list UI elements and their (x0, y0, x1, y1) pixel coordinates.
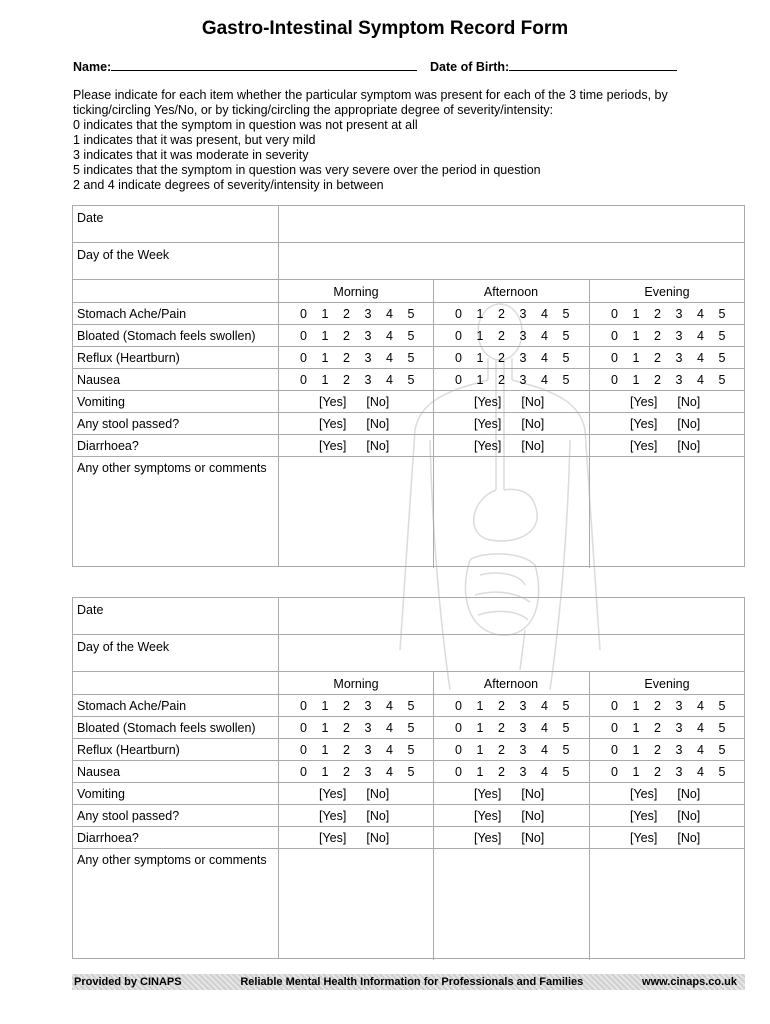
severity-scale (300, 765, 429, 779)
severity-option-4[interactable]: 4 (386, 351, 393, 365)
severity-option-2[interactable]: 2 (654, 307, 661, 321)
symptom-label: Stomach Ache/Pain (77, 699, 187, 713)
form-title: Gastro-Intestinal Symptom Record Form (201, 18, 569, 39)
symptom-label: Diarrhoea? (77, 439, 139, 453)
dob-line[interactable] (509, 58, 677, 71)
severity-option-3[interactable]: 3 (364, 699, 372, 713)
severity-option-1[interactable]: 1 (632, 765, 640, 779)
severity-option-1[interactable]: 1 (632, 721, 640, 735)
grid-line (73, 760, 744, 761)
footer-provider: Provided by CINAPS (74, 976, 182, 988)
severity-option-5[interactable]: 5 (407, 307, 415, 321)
severity-option-3[interactable]: 3 (364, 721, 372, 735)
severity-option-0[interactable]: 0 (455, 721, 462, 735)
severity-option-5[interactable]: 5 (718, 351, 726, 365)
grid-line (433, 279, 434, 568)
severity-option-2[interactable]: 2 (654, 373, 661, 387)
severity-option-2[interactable]: 2 (498, 765, 505, 779)
grid-line (73, 671, 744, 672)
grid-line (73, 242, 744, 243)
severity-option-3[interactable]: 3 (675, 721, 683, 735)
severity-scale (300, 373, 429, 387)
yes-no-options (319, 787, 389, 801)
grid-line (589, 671, 590, 960)
yes-option[interactable]: [Yes] (630, 439, 658, 453)
severity-option-1[interactable]: 1 (476, 307, 484, 321)
severity-option-4[interactable]: 4 (386, 765, 393, 779)
severity-option-5[interactable]: 5 (718, 307, 726, 321)
name-label: Name: (73, 60, 112, 74)
severity-option-2[interactable]: 2 (654, 721, 661, 735)
severity-scale (455, 743, 584, 757)
severity-option-3[interactable]: 3 (675, 765, 683, 779)
instruction-line: 2 and 4 indicate degrees of severity/intensity in between (73, 178, 384, 192)
severity-option-4[interactable]: 4 (697, 721, 704, 735)
grid-line (278, 206, 279, 566)
severity-option-5[interactable]: 5 (718, 329, 726, 343)
severity-option-2[interactable]: 2 (343, 765, 350, 779)
period-evening: Evening (644, 677, 690, 691)
severity-option-3[interactable]: 3 (519, 743, 527, 757)
severity-option-1[interactable]: 1 (321, 765, 329, 779)
instruction-line: 5 indicates that the symptom in question was very severe over the period in question (73, 163, 541, 177)
severity-option-3[interactable]: 3 (364, 329, 372, 343)
yes-no-options (474, 809, 544, 823)
severity-option-1[interactable]: 1 (632, 307, 640, 321)
severity-option-4[interactable]: 4 (386, 699, 393, 713)
yes-no-options (630, 809, 700, 823)
severity-scale (300, 721, 429, 735)
grid-line (73, 826, 744, 827)
severity-option-0[interactable]: 0 (455, 743, 462, 757)
severity-option-1[interactable]: 1 (321, 373, 329, 387)
yes-option[interactable]: [Yes] (319, 809, 347, 823)
severity-option-1[interactable]: 1 (321, 351, 329, 365)
no-option[interactable]: [No] (366, 417, 390, 431)
name-line[interactable] (111, 58, 417, 71)
severity-option-2[interactable]: 2 (654, 351, 661, 365)
yes-no-options (474, 439, 544, 453)
yes-option[interactable]: [Yes] (474, 417, 502, 431)
yes-option[interactable]: [Yes] (474, 439, 502, 453)
dob-label: Date of Birth: (430, 60, 510, 74)
yes-option[interactable]: [Yes] (630, 395, 658, 409)
severity-scale (455, 307, 584, 321)
severity-option-3[interactable]: 3 (364, 373, 372, 387)
severity-option-5[interactable]: 5 (718, 699, 726, 713)
grid-line (73, 738, 744, 739)
comments-label: Any other symptoms or comments (77, 461, 267, 475)
symptom-label: Vomiting (77, 787, 125, 801)
period-afternoon: Afternoon (483, 285, 539, 299)
severity-option-4[interactable]: 4 (386, 329, 393, 343)
severity-scale (611, 351, 740, 365)
severity-option-5[interactable]: 5 (562, 721, 570, 735)
severity-option-3[interactable]: 3 (519, 329, 527, 343)
symptom-label: Nausea (77, 765, 121, 779)
symptom-label: Nausea (77, 373, 121, 387)
severity-scale (611, 373, 740, 387)
severity-option-0[interactable]: 0 (300, 721, 307, 735)
footer-bar (72, 974, 745, 990)
severity-option-1[interactable]: 1 (632, 743, 640, 757)
severity-option-1[interactable]: 1 (476, 373, 484, 387)
name-field[interactable] (73, 58, 417, 74)
severity-option-4[interactable]: 4 (541, 307, 548, 321)
severity-scale (455, 699, 584, 713)
yes-no-options (630, 395, 700, 409)
yes-no-options (474, 787, 544, 801)
grid-line (73, 716, 744, 717)
severity-option-0[interactable]: 0 (455, 351, 462, 365)
severity-option-3[interactable]: 3 (364, 765, 372, 779)
severity-option-4[interactable]: 4 (697, 699, 704, 713)
severity-scale (300, 351, 429, 365)
instruction-line: Please indicate for each item whether the particular symptom was present for each of the 3 time periods, by ticking/circling Yes/No, or by ticking/circling the appropriate degree of severity/intensity: (73, 88, 668, 117)
severity-option-1[interactable]: 1 (632, 351, 640, 365)
severity-scale (455, 765, 584, 779)
severity-option-5[interactable]: 5 (407, 721, 415, 735)
severity-option-1[interactable]: 1 (632, 373, 640, 387)
severity-option-0[interactable]: 0 (300, 307, 307, 321)
severity-option-0[interactable]: 0 (300, 699, 307, 713)
footer-tagline: Reliable Mental Health Information for Professionals and Families (240, 976, 584, 988)
severity-option-4[interactable]: 4 (541, 721, 548, 735)
yes-option[interactable]: [Yes] (474, 395, 502, 409)
footer-website-link[interactable]: www.cinaps.co.uk (642, 976, 737, 988)
severity-option-2[interactable]: 2 (654, 765, 661, 779)
severity-option-0[interactable]: 0 (300, 743, 307, 757)
severity-scale (611, 329, 740, 343)
severity-option-3[interactable]: 3 (675, 351, 683, 365)
yes-no-options (630, 417, 700, 431)
severity-scale (611, 307, 740, 321)
yes-no-options (319, 439, 389, 453)
severity-option-4[interactable]: 4 (386, 307, 393, 321)
yes-no-options (319, 809, 389, 823)
instruction-line: 0 indicates that the symptom in question was not present at all (73, 118, 418, 132)
severity-option-4[interactable]: 4 (541, 699, 548, 713)
severity-option-4[interactable]: 4 (541, 373, 548, 387)
yes-option[interactable]: [Yes] (319, 831, 347, 845)
no-option[interactable]: [No] (677, 809, 701, 823)
no-option[interactable]: [No] (677, 831, 701, 845)
no-option[interactable]: [No] (366, 439, 390, 453)
severity-option-5[interactable]: 5 (407, 743, 415, 757)
severity-option-4[interactable]: 4 (697, 743, 704, 757)
symptom-label: Any stool passed? (77, 417, 180, 431)
yes-no-options (319, 831, 389, 845)
severity-option-5[interactable]: 5 (718, 721, 726, 735)
severity-option-5[interactable]: 5 (562, 699, 570, 713)
severity-option-4[interactable]: 4 (697, 765, 704, 779)
severity-option-1[interactable]: 1 (321, 743, 329, 757)
grid-line (73, 804, 744, 805)
severity-option-0[interactable]: 0 (455, 307, 462, 321)
severity-option-0[interactable]: 0 (611, 765, 618, 779)
yes-option[interactable]: [Yes] (474, 809, 502, 823)
yes-no-options (474, 395, 544, 409)
severity-option-3[interactable]: 3 (364, 351, 372, 365)
no-option[interactable]: [No] (521, 809, 545, 823)
symptom-label: Diarrhoea? (77, 831, 139, 845)
yes-no-options (630, 787, 700, 801)
severity-option-0[interactable]: 0 (455, 373, 462, 387)
instructions (73, 88, 713, 193)
severity-option-2[interactable]: 2 (343, 351, 350, 365)
severity-option-0[interactable]: 0 (611, 329, 618, 343)
severity-option-1[interactable]: 1 (476, 743, 484, 757)
severity-option-3[interactable]: 3 (675, 699, 683, 713)
grid-line (73, 324, 744, 325)
severity-option-2[interactable]: 2 (654, 743, 661, 757)
severity-scale (611, 699, 740, 713)
grid-line (73, 782, 744, 783)
grid-line (73, 456, 744, 457)
date-label: Date (77, 211, 104, 225)
no-option[interactable]: [No] (366, 787, 390, 801)
severity-option-5[interactable]: 5 (562, 307, 570, 321)
severity-option-1[interactable]: 1 (321, 329, 329, 343)
grid-line (73, 302, 744, 303)
severity-option-1[interactable]: 1 (632, 329, 640, 343)
severity-option-2[interactable]: 2 (498, 721, 505, 735)
severity-option-0[interactable]: 0 (300, 351, 307, 365)
severity-option-2[interactable]: 2 (343, 743, 350, 757)
severity-option-5[interactable]: 5 (562, 373, 570, 387)
severity-option-2[interactable]: 2 (343, 721, 350, 735)
yes-option[interactable]: [Yes] (319, 439, 347, 453)
severity-option-4[interactable]: 4 (386, 721, 393, 735)
no-option[interactable]: [No] (366, 809, 390, 823)
severity-scale (455, 721, 584, 735)
grid-line (433, 671, 434, 960)
yes-option[interactable]: [Yes] (630, 417, 658, 431)
no-option[interactable]: [No] (521, 417, 545, 431)
grid-line (73, 279, 744, 280)
yes-no-options (630, 831, 700, 845)
severity-option-5[interactable]: 5 (407, 765, 415, 779)
severity-option-2[interactable]: 2 (343, 329, 350, 343)
severity-option-1[interactable]: 1 (476, 329, 484, 343)
severity-option-3[interactable]: 3 (519, 765, 527, 779)
grid-line (73, 346, 744, 347)
severity-option-5[interactable]: 5 (718, 373, 726, 387)
period-morning: Morning (333, 677, 379, 691)
grid-line (73, 368, 744, 369)
instruction-line: 3 indicates that it was moderate in severity (73, 148, 309, 162)
severity-option-2[interactable]: 2 (343, 307, 350, 321)
severity-option-0[interactable]: 0 (300, 329, 307, 343)
symptom-label: Bloated (Stomach feels swollen) (77, 329, 256, 343)
yes-no-options (474, 831, 544, 845)
severity-option-4[interactable]: 4 (386, 743, 393, 757)
severity-option-1[interactable]: 1 (476, 765, 484, 779)
day-label: Day of the Week (77, 248, 170, 262)
severity-option-3[interactable]: 3 (675, 329, 683, 343)
period-afternoon: Afternoon (483, 677, 539, 691)
severity-option-2[interactable]: 2 (498, 743, 505, 757)
yes-option[interactable]: [Yes] (474, 831, 502, 845)
day-label: Day of the Week (77, 640, 170, 654)
severity-option-1[interactable]: 1 (632, 699, 640, 713)
severity-scale (611, 765, 740, 779)
grid-line (73, 434, 744, 435)
grid-line (73, 390, 744, 391)
severity-option-1[interactable]: 1 (476, 351, 484, 365)
severity-option-3[interactable]: 3 (675, 373, 683, 387)
yes-no-options (319, 395, 389, 409)
no-option[interactable]: [No] (521, 395, 545, 409)
symptom-label: Vomiting (77, 395, 125, 409)
severity-scale (611, 743, 740, 757)
severity-option-5[interactable]: 5 (562, 743, 570, 757)
no-option[interactable]: [No] (521, 439, 545, 453)
severity-option-5[interactable]: 5 (562, 351, 570, 365)
severity-option-4[interactable]: 4 (541, 765, 548, 779)
day-record-block-1 (72, 205, 745, 567)
severity-option-0[interactable]: 0 (611, 743, 618, 757)
severity-option-1[interactable]: 1 (476, 721, 484, 735)
no-option[interactable]: [No] (677, 439, 701, 453)
grid-line (73, 412, 744, 413)
grid-line (73, 848, 744, 849)
period-morning: Morning (333, 285, 379, 299)
severity-option-2[interactable]: 2 (343, 699, 350, 713)
severity-option-3[interactable]: 3 (519, 373, 527, 387)
severity-scale (300, 699, 429, 713)
severity-scale (300, 329, 429, 343)
grid-line (589, 279, 590, 568)
severity-option-5[interactable]: 5 (562, 765, 570, 779)
symptom-label: Reflux (Heartburn) (77, 743, 180, 757)
severity-option-2[interactable]: 2 (498, 307, 505, 321)
symptom-label: Bloated (Stomach feels swollen) (77, 721, 256, 735)
symptom-label: Reflux (Heartburn) (77, 351, 180, 365)
severity-option-1[interactable]: 1 (321, 721, 329, 735)
severity-option-3[interactable]: 3 (675, 307, 683, 321)
severity-option-5[interactable]: 5 (407, 699, 415, 713)
severity-scale (300, 307, 429, 321)
instruction-line: 1 indicates that it was present, but very mild (73, 133, 316, 147)
severity-option-1[interactable]: 1 (321, 699, 329, 713)
no-option[interactable]: [No] (677, 395, 701, 409)
severity-option-4[interactable]: 4 (541, 351, 548, 365)
severity-option-2[interactable]: 2 (498, 373, 505, 387)
severity-option-3[interactable]: 3 (675, 743, 683, 757)
yes-option[interactable]: [Yes] (630, 831, 658, 845)
severity-option-3[interactable]: 3 (519, 699, 527, 713)
severity-option-2[interactable]: 2 (498, 699, 505, 713)
severity-option-0[interactable]: 0 (611, 699, 618, 713)
yes-no-options (319, 417, 389, 431)
severity-option-5[interactable]: 5 (562, 329, 570, 343)
severity-option-1[interactable]: 1 (476, 699, 484, 713)
symptom-label: Any stool passed? (77, 809, 180, 823)
severity-option-4[interactable]: 4 (697, 351, 704, 365)
severity-option-5[interactable]: 5 (407, 351, 415, 365)
severity-option-5[interactable]: 5 (718, 743, 726, 757)
grid-line (73, 634, 744, 635)
severity-option-3[interactable]: 3 (519, 307, 527, 321)
severity-option-4[interactable]: 4 (697, 307, 704, 321)
yes-option[interactable]: [Yes] (630, 787, 658, 801)
severity-option-4[interactable]: 4 (697, 329, 704, 343)
severity-option-5[interactable]: 5 (407, 373, 415, 387)
dob-field[interactable] (430, 58, 677, 74)
severity-option-0[interactable]: 0 (611, 373, 618, 387)
yes-no-options (474, 417, 544, 431)
period-evening: Evening (644, 285, 690, 299)
severity-scale (300, 743, 429, 757)
severity-option-2[interactable]: 2 (654, 329, 661, 343)
grid-line (73, 694, 744, 695)
date-label: Date (77, 603, 104, 617)
severity-option-3[interactable]: 3 (364, 743, 372, 757)
no-option[interactable]: [No] (521, 787, 545, 801)
yes-option[interactable]: [Yes] (319, 787, 347, 801)
severity-scale (455, 373, 584, 387)
severity-scale (611, 721, 740, 735)
yes-option[interactable]: [Yes] (319, 417, 347, 431)
severity-option-0[interactable]: 0 (455, 765, 462, 779)
severity-option-1[interactable]: 1 (321, 307, 329, 321)
severity-option-5[interactable]: 5 (407, 329, 415, 343)
yes-option[interactable]: [Yes] (474, 787, 502, 801)
severity-option-2[interactable]: 2 (654, 699, 661, 713)
severity-scale (455, 351, 584, 365)
severity-option-3[interactable]: 3 (519, 351, 527, 365)
severity-option-3[interactable]: 3 (519, 721, 527, 735)
no-option[interactable]: [No] (366, 831, 390, 845)
severity-option-3[interactable]: 3 (364, 307, 372, 321)
severity-option-2[interactable]: 2 (498, 329, 505, 343)
severity-option-2[interactable]: 2 (498, 351, 505, 365)
no-option[interactable]: [No] (366, 395, 390, 409)
severity-option-0[interactable]: 0 (611, 307, 618, 321)
severity-scale (455, 329, 584, 343)
severity-option-0[interactable]: 0 (300, 373, 307, 387)
symptom-label: Stomach Ache/Pain (77, 307, 187, 321)
yes-no-options (630, 439, 700, 453)
no-option[interactable]: [No] (677, 417, 701, 431)
severity-option-2[interactable]: 2 (343, 373, 350, 387)
severity-option-0[interactable]: 0 (611, 351, 618, 365)
severity-option-5[interactable]: 5 (718, 765, 726, 779)
severity-option-4[interactable]: 4 (697, 373, 704, 387)
severity-option-4[interactable]: 4 (386, 373, 393, 387)
severity-option-4[interactable]: 4 (541, 329, 548, 343)
yes-option[interactable]: [Yes] (319, 395, 347, 409)
day-record-block-2 (72, 597, 745, 959)
severity-option-4[interactable]: 4 (541, 743, 548, 757)
severity-option-0[interactable]: 0 (611, 721, 618, 735)
no-option[interactable]: [No] (521, 831, 545, 845)
yes-option[interactable]: [Yes] (630, 809, 658, 823)
severity-option-0[interactable]: 0 (455, 329, 462, 343)
severity-option-0[interactable]: 0 (455, 699, 462, 713)
no-option[interactable]: [No] (677, 787, 701, 801)
severity-option-0[interactable]: 0 (300, 765, 307, 779)
grid-line (278, 598, 279, 958)
comments-label: Any other symptoms or comments (77, 853, 267, 867)
